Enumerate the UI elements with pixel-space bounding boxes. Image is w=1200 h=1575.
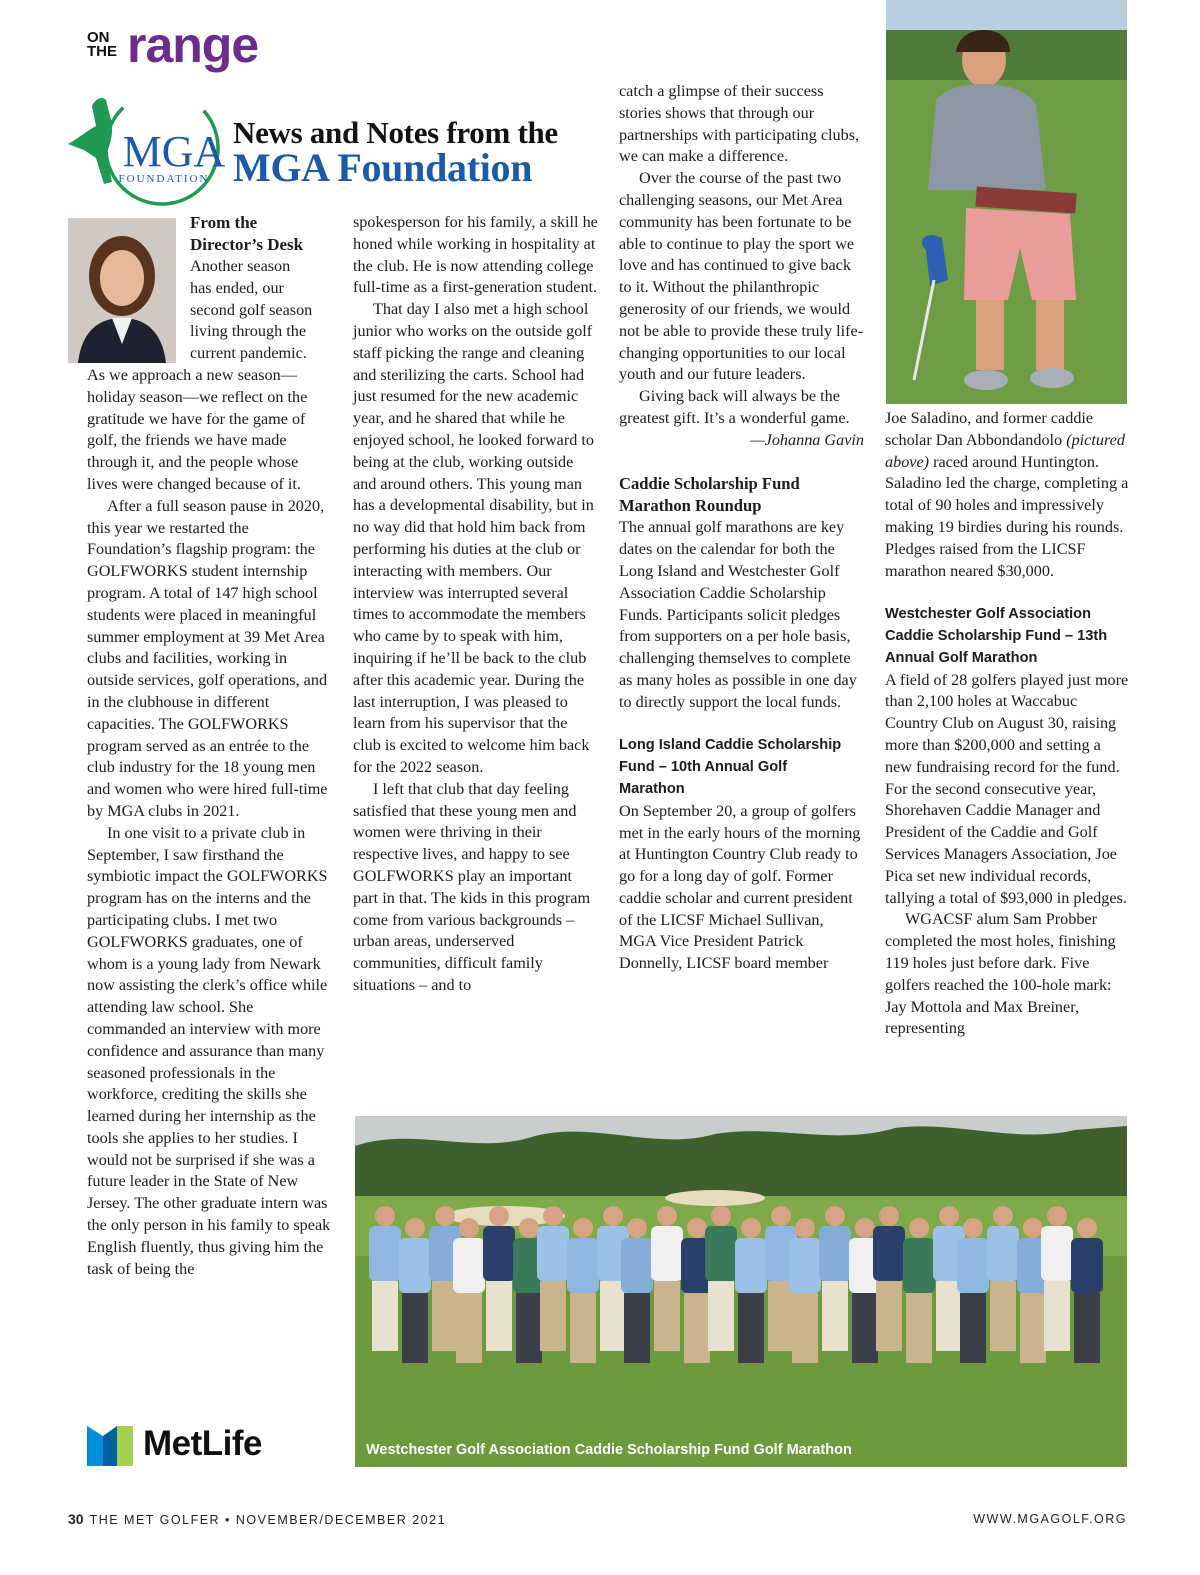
- column-4: [885, 408, 1130, 1040]
- col4-text: Joe Saladino, and former caddie scholar Dan Abbondandolo: [885, 409, 1094, 449]
- subsection-heading: Long Island Caddie Scholarship: [619, 737, 842, 754]
- golfer-figure: [819, 1206, 851, 1351]
- col2-paragraph: That day I also met a high school junior who works on the outside golf staff picking the range and cleaning and sterilizing the carts. School had just resumed for the new academic year, and he shared that while he enjoyed school, he looked forward to being at the club, working outside and around others. This young man has a developmental disability, but in no way did that hold him back from performing his duties at the club or interacting with members. Our interview was interrupted several times to accommodate the members who came by to speak with him, inquiring if he’ll be back to the club after this academic year. During the last interruption, I was pleased to learn from his supervisor that the club is excited to welcome him back for the 2022 season.: [353, 300, 594, 776]
- col2-paragraph: I left that club that day feeling satisfied that these young men and women were thriving in their respective lives, and happy to see GOLFWORKS play an important part in that. The kids in this program come from various backgrounds – urban areas, underserved communities, difficult family situations – and to: [353, 779, 591, 994]
- wrap-line: Another season: [190, 257, 291, 275]
- portrait-illustration: [68, 218, 176, 363]
- golfer-figure: [873, 1206, 905, 1351]
- page-number: 30: [68, 1511, 84, 1527]
- signature: —Johanna Gavin: [750, 430, 864, 449]
- group-photo-caption: Westchester Golf Association Caddie Scholarship Fund Golf Marathon: [366, 1442, 852, 1458]
- golfer-figure: [621, 1218, 653, 1363]
- golfer-figure: [537, 1206, 569, 1351]
- director-heading-line-2: Director’s Desk: [190, 235, 304, 254]
- section-kicker-on-the: [87, 31, 117, 59]
- golfer-figure: [789, 1218, 821, 1363]
- kicker-the: THE: [87, 43, 117, 60]
- sponsor-name: MetLife: [143, 1424, 262, 1463]
- golfer-figure: [735, 1218, 767, 1363]
- subsection-heading: Fund – 10th Annual Golf: [619, 759, 788, 776]
- col1-paragraph: After a full season pause in 2020, this year we restarted the Foundation’s flagship program: the GOLFWORKS student internship program. A total of 147 high school students were placed in meaningful summer employment at 39 Met Area clubs and facilities, working in outside services, golf operations, and in the clubhouse in different capacities. The GOLFWORKS program served as an entrée to the club industry for the 18 young men and women who were hired full-time by MGA clubs in 2021.: [87, 496, 328, 820]
- publication-line: THE MET GOLFER • NOVEMBER/DECEMBER 2021: [89, 1513, 447, 1527]
- director-heading-block: [190, 212, 340, 365]
- group-illustration: [355, 1116, 1127, 1467]
- col3-paragraph: catch a glimpse of their success stories shows that through our partnerships with participating clubs, we can make a difference.: [619, 82, 860, 166]
- wrap-line: living through the: [190, 322, 306, 341]
- subsection-heading: Westchester Golf Association: [885, 606, 1091, 623]
- golfer-photo: [886, 0, 1127, 404]
- col2-paragraph: spokesperson for his family, a skill he honed while working in hospitality at the club. He is now attending college full-time as a first-generation student.: [353, 213, 598, 297]
- col1-paragraph: As we approach a new season—holiday season—we reflect on the gratitude we have for the game of golf, the friends we have made through it, and the people whose lives were changed because of it.: [87, 366, 308, 493]
- logo-sub: FOUNDATION: [118, 173, 210, 185]
- golfer-figure: [651, 1206, 683, 1351]
- golfer-illustration: [886, 0, 1127, 404]
- col3-paragraph: Giving back will always be the greatest gift. It’s a wonderful game.: [619, 387, 850, 427]
- column-1: [87, 365, 332, 1280]
- golfer-figure: [369, 1206, 401, 1351]
- director-portrait-photo: [68, 218, 176, 363]
- subsection-heading: Annual Golf Marathon: [885, 649, 1038, 666]
- golfer-figure: [453, 1218, 485, 1363]
- col4-paragraph: WGACSF alum Sam Probber completed the most holes, finishing 119 holes just before dark. Five golfers reached the 100-hole mark: Jay Mottola and Max Breiner, representing: [885, 910, 1116, 1038]
- column-2: [353, 212, 598, 997]
- wrap-line: current pandemic.: [190, 344, 307, 363]
- col4-paragraph: [885, 408, 1130, 582]
- website: WWW.MGAGOLF.ORG: [973, 1512, 1127, 1526]
- mga-foundation-logo: [66, 86, 226, 214]
- wrap-line: second golf season: [190, 300, 313, 319]
- golfer-figure: [483, 1206, 515, 1351]
- col4-italic: (pictured above): [885, 430, 1125, 471]
- column-3: [619, 81, 864, 975]
- metlife-logo-icon: [87, 1426, 133, 1466]
- section-heading: Marathon Roundup: [619, 496, 762, 516]
- golfer-figure: [957, 1218, 989, 1363]
- headline-line-1: News and Notes from the: [233, 115, 558, 150]
- golfer-figure: [1071, 1218, 1103, 1363]
- golfer-figure: [567, 1218, 599, 1363]
- col3-paragraph: On September 20, a group of golfers met in the early hours of the morning at Huntington Country Club ready to go for a long day of golf. Former caddie scholar and current president of the LICSF Michael Sullivan, MGA Vice President Patrick Donnelly, LICSF board member: [619, 801, 861, 973]
- kicker-on: ON: [87, 29, 110, 46]
- golfer-silhouette-icon: [68, 98, 112, 184]
- col3-paragraph: Over the course of the past two challenging seasons, our Met Area community has been fortunate to be able to continue to play the sport we love and has continued to give back to it. Without the philanthropic generosity of our friends, we would not be able to provide these truly life-changing opportunities to our local youth and our future leaders.: [619, 169, 864, 384]
- golfer-figure: [705, 1206, 737, 1351]
- col3-paragraph: The annual golf marathons are key dates on the calendar for both the Long Island and Westchester Golf Association Caddie Scholarship Funds. Participants solicit pledges from supporters on a per hole basis, challenging themselves to complete as many holes as possible in one day to directly support the local funds.: [619, 518, 857, 711]
- col4-text: raced around Huntington. Saladino led the charge, completing a total of 90 holes and impressively making 19 birdies during his rounds. Pledges raised from the LICSF marathon neared $30,000.: [885, 452, 1129, 580]
- golfer-figure: [903, 1218, 935, 1363]
- golfer-figure: [987, 1206, 1019, 1351]
- director-heading-line-1: From the: [190, 213, 258, 232]
- logo-letters: MGA: [122, 127, 226, 176]
- section-heading: Caddie Scholarship Fund: [619, 474, 800, 494]
- folio: [68, 1511, 446, 1527]
- golfer-figure: [399, 1218, 431, 1363]
- col1-paragraph: In one visit to a private club in September, I saw firsthand the symbiotic impact the GOLFWORKS program has on the interns and the participating clubs. I met two GOLFWORKS graduates, one of whom is a young lady from Newark now assisting the clerk’s office while attending law school. She commanded an interview with more confidence and assurance than many seasoned professionals in the workforce, crediting the skills she learned during her internship as the tools she applies to her studies. I would not be surprised if she was a future leader in the State of New Jersey. The other graduate intern was the only person in his family to speak English fluently, thus giving him the task of being the: [87, 823, 331, 1278]
- headline-line-2: MGA Foundation: [233, 145, 533, 190]
- subsection-heading: Caddie Scholarship Fund – 13th: [885, 627, 1108, 644]
- col4-paragraph: A field of 28 golfers played just more than 2,100 holes at Waccabuc Country Club on August 30, raising more than $200,000 and setting a new fundraising record for the fund. For the second consecutive year, Shorehaven Caddie Manager and President of the Caddie and Golf Services Managers Association, Joe Pica set new individual records, tallying a total of $93,000 in pledges.: [885, 670, 1129, 907]
- wrap-line: has ended, our: [190, 278, 284, 297]
- golfer-figure: [1041, 1206, 1073, 1351]
- subsection-heading: Marathon: [619, 780, 685, 797]
- group-photo: [355, 1116, 1127, 1467]
- kicker-range: range: [127, 17, 259, 73]
